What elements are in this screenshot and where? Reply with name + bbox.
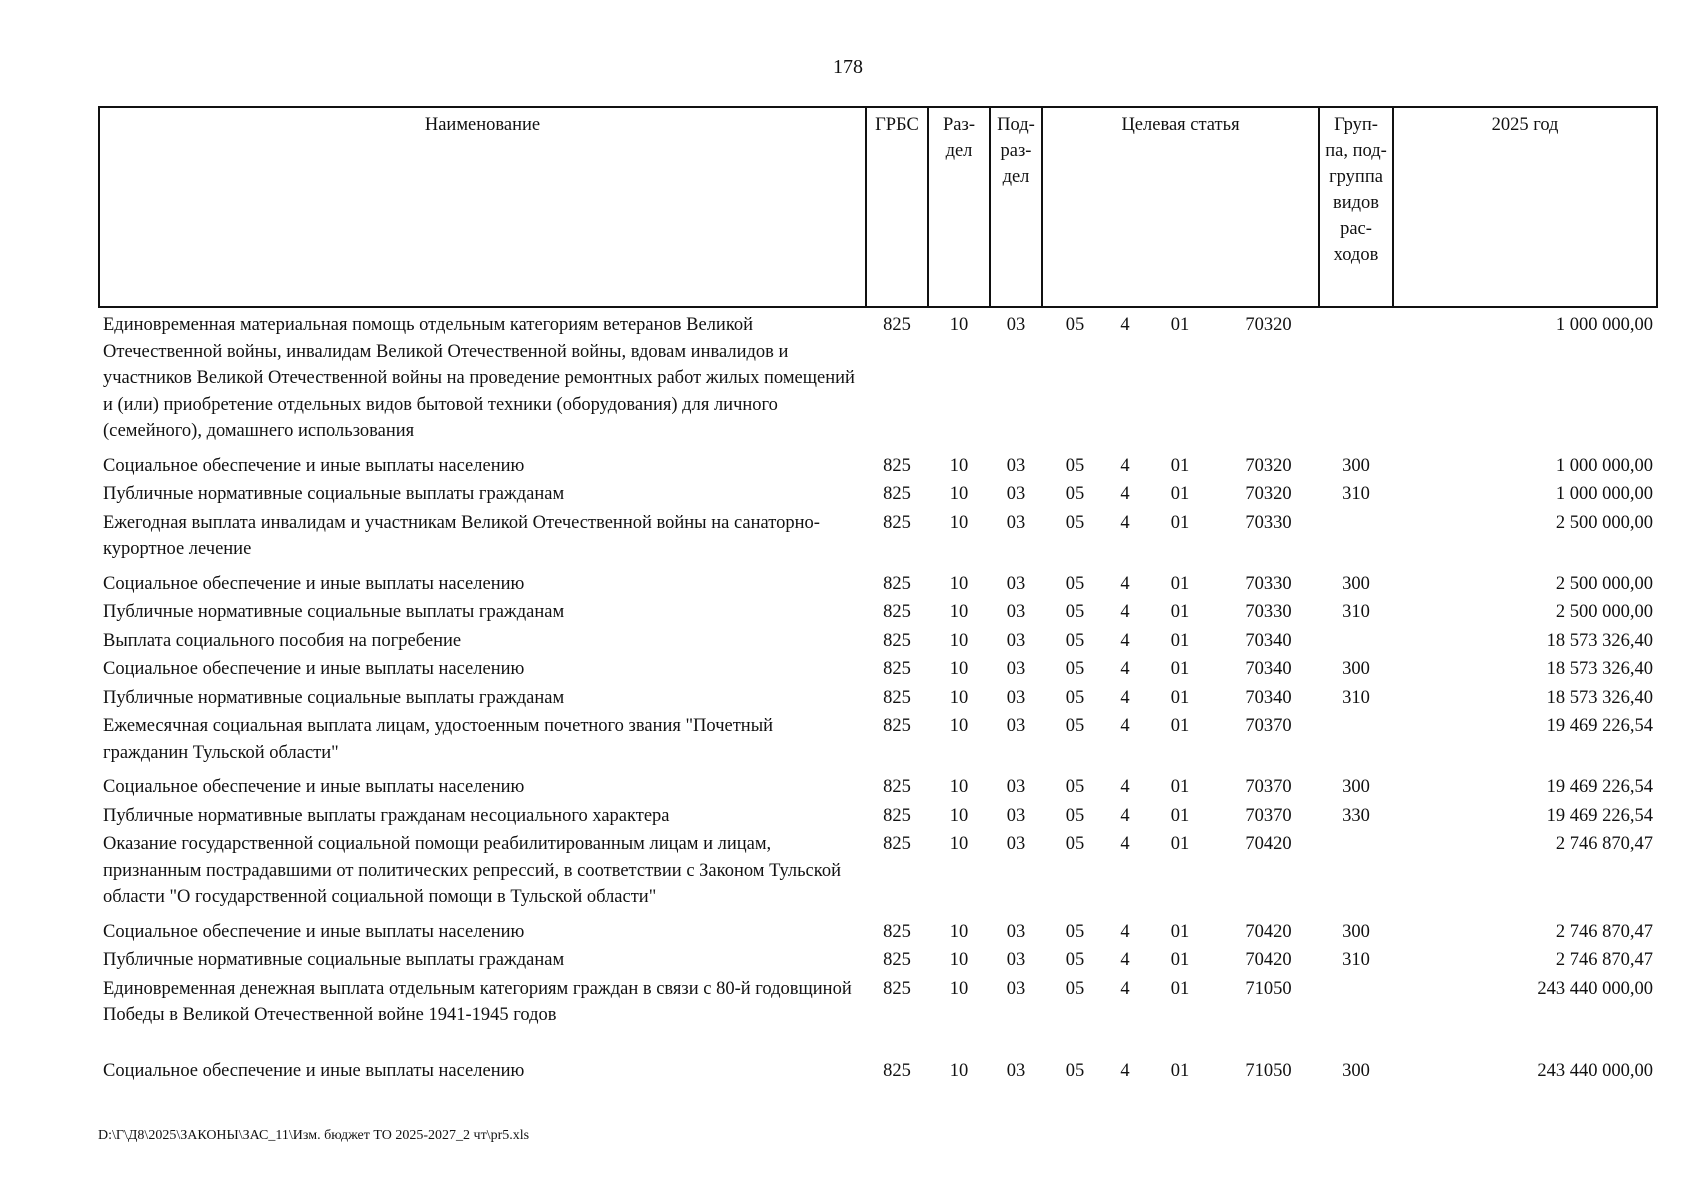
row-expense-group <box>1319 307 1393 446</box>
row-podrazdel: 03 <box>1006 777 1026 797</box>
row-grbs: 825 <box>883 978 911 999</box>
row-target-direction: 70420 <box>1245 950 1292 970</box>
row-target-type: 4 <box>1120 921 1130 942</box>
row-amount-2025: 1 000 000,00 <box>1555 455 1654 476</box>
row-expense-group: 310 <box>1342 484 1370 504</box>
row-target-direction: 70340 <box>1245 630 1292 651</box>
row-amount-2025: 2 746 870,47 <box>1555 950 1654 970</box>
row-target-direction: 70420 <box>1245 834 1292 854</box>
row-grbs: 825 <box>883 573 911 594</box>
header-group: Груп- па, под- группа видов рас- ходов <box>1319 107 1393 307</box>
row-name: Социальное обеспечение и иные выплаты населению <box>103 455 525 476</box>
row-amount-2025: 18 573 326,40 <box>1546 630 1654 651</box>
row-expense-group: 310 <box>1342 950 1370 970</box>
row-target-structural: 01 <box>1170 805 1190 826</box>
row-razdel: 10 <box>949 484 969 504</box>
row-name: Социальное обеспечение и иные выплаты населению <box>103 1060 525 1081</box>
row-target-program: 05 <box>1065 834 1085 854</box>
row-target-program: 05 <box>1065 777 1085 797</box>
row-razdel: 10 <box>949 512 969 533</box>
row-target-program: 05 <box>1065 512 1085 533</box>
row-target-direction: 71050 <box>1245 978 1292 999</box>
row-target-type: 4 <box>1120 805 1130 826</box>
row-expense-group: 300 <box>1342 921 1370 942</box>
row-amount-2025: 2 746 870,47 <box>1555 921 1654 942</box>
row-expense-group: 300 <box>1342 455 1370 476</box>
row-target-type: 4 <box>1120 834 1130 854</box>
row-podrazdel: 03 <box>1006 1060 1026 1081</box>
row-name: Ежегодная выплата инвалидам и участникам Великой Отечественной войны на санаторно-курортное лечение <box>103 512 820 559</box>
header-year: 2025 год <box>1393 107 1657 307</box>
row-podrazdel: 03 <box>1006 630 1026 651</box>
row-podrazdel: 03 <box>1006 978 1026 999</box>
row-target-type: 4 <box>1120 484 1130 504</box>
table-row <box>99 975 1657 1030</box>
row-razdel: 10 <box>949 805 969 826</box>
table-row <box>99 480 1657 509</box>
table-row <box>99 655 1657 684</box>
page-number: 178 <box>833 56 863 78</box>
row-target-structural: 01 <box>1170 950 1190 970</box>
row-target-direction: 70340 <box>1245 659 1292 679</box>
row-expense-group <box>1319 712 1393 767</box>
row-podrazdel: 03 <box>1006 950 1026 970</box>
row-target-program: 05 <box>1065 659 1085 679</box>
row-podrazdel: 03 <box>1006 659 1026 679</box>
table-row <box>99 802 1657 831</box>
row-name: Социальное обеспечение и иные выплаты населению <box>103 573 525 594</box>
row-razdel: 10 <box>949 1060 969 1081</box>
row-razdel: 10 <box>949 950 969 970</box>
row-razdel: 10 <box>949 455 969 476</box>
row-target-direction: 70330 <box>1245 512 1292 533</box>
row-target-program: 05 <box>1065 978 1085 999</box>
row-grbs: 825 <box>883 687 911 708</box>
row-target-type: 4 <box>1120 602 1130 622</box>
row-expense-group: 300 <box>1342 777 1370 797</box>
row-name: Социальное обеспечение и иные выплаты населению <box>103 777 525 797</box>
row-target-direction: 71050 <box>1245 1060 1292 1081</box>
row-razdel: 10 <box>949 777 969 797</box>
footer-file-path: D:\Г\Д8\2025\ЗАКОНЫ\ЗАС_11\Изм. бюджет ТО 2025-2027_2 чт\pr5.xls <box>98 1128 530 1143</box>
row-name: Публичные нормативные социальные выплаты гражданам <box>103 484 565 504</box>
table-row <box>99 598 1657 627</box>
row-target-type: 4 <box>1120 512 1130 533</box>
row-expense-group: 300 <box>1342 659 1370 679</box>
row-target-direction: 70370 <box>1245 777 1292 797</box>
row-target-type: 4 <box>1120 455 1130 476</box>
row-target-type: 4 <box>1120 950 1130 970</box>
row-razdel: 10 <box>949 630 969 651</box>
row-grbs: 825 <box>883 950 911 970</box>
table-row <box>99 830 1657 912</box>
row-amount-2025: 19 469 226,54 <box>1546 777 1654 797</box>
header-podrazdel: Под- раз- дел <box>990 107 1042 307</box>
row-target-structural: 01 <box>1170 716 1190 736</box>
row-razdel: 10 <box>949 921 969 942</box>
header-grbs: ГРБС <box>866 107 928 307</box>
row-amount-2025: 2 746 870,47 <box>1555 834 1654 854</box>
row-name: Единовременная денежная выплата отдельным категориям граждан в связи с 80-й годовщиной Победы в Великой Отечественной войне 1941-1945 годов <box>103 978 852 1025</box>
row-name: Публичные нормативные социальные выплаты гражданам <box>103 950 565 970</box>
header-target: Целевая статья <box>1042 107 1319 307</box>
row-podrazdel: 03 <box>1006 512 1026 533</box>
table-row <box>99 684 1657 713</box>
row-podrazdel: 03 <box>1006 921 1026 942</box>
row-target-program: 05 <box>1065 687 1085 708</box>
table-row <box>99 912 1657 947</box>
row-name: Единовременная материальная помощь отдельным категориям ветеранов Великой Отечественной войны, инвалидам Великой Отечественной войны, вдовам инвалидов и участников Великой Отечественной войны на проведение ремонтных работ жилых помещений и (или) приобретение отдельных видов бытовой техники (оборудования) для личного (семейного), домашнего использования <box>103 315 855 441</box>
row-razdel: 10 <box>949 834 969 854</box>
row-name: Выплата социального пособия на погребение <box>103 630 462 651</box>
row-target-program: 05 <box>1065 455 1085 476</box>
row-target-direction: 70330 <box>1245 602 1292 622</box>
row-target-program: 05 <box>1065 630 1085 651</box>
row-amount-2025: 2 500 000,00 <box>1555 573 1654 594</box>
row-name: Ежемесячная социальная выплата лицам, удостоенным почетного звания "Почетный гражданин Тульской области" <box>103 716 774 763</box>
row-podrazdel: 03 <box>1006 315 1026 335</box>
header-razdel: Раз- дел <box>928 107 990 307</box>
row-grbs: 825 <box>883 630 911 651</box>
row-target-type: 4 <box>1120 777 1130 797</box>
row-target-structural: 01 <box>1170 630 1190 651</box>
row-target-program: 05 <box>1065 1060 1085 1081</box>
table-body <box>99 307 1657 1085</box>
row-grbs: 825 <box>883 455 911 476</box>
row-target-structural: 01 <box>1170 484 1190 504</box>
row-expense-group: 300 <box>1342 573 1370 594</box>
row-grbs: 825 <box>883 805 911 826</box>
row-grbs: 825 <box>883 1060 911 1081</box>
row-grbs: 825 <box>883 315 911 335</box>
row-razdel: 10 <box>949 573 969 594</box>
row-expense-group <box>1319 975 1393 1030</box>
row-target-program: 05 <box>1065 573 1085 594</box>
table-row <box>99 712 1657 767</box>
table-row <box>99 1030 1657 1086</box>
row-target-program: 05 <box>1065 602 1085 622</box>
row-amount-2025: 1 000 000,00 <box>1555 315 1654 335</box>
row-expense-group: 330 <box>1342 805 1370 826</box>
row-amount-2025: 1 000 000,00 <box>1555 484 1654 504</box>
row-name: Публичные нормативные социальные выплаты гражданам <box>103 687 565 708</box>
row-razdel: 10 <box>949 687 969 708</box>
row-grbs: 825 <box>883 512 911 533</box>
row-grbs: 825 <box>883 484 911 504</box>
row-target-structural: 01 <box>1170 687 1190 708</box>
row-amount-2025: 19 469 226,54 <box>1546 805 1654 826</box>
row-target-program: 05 <box>1065 950 1085 970</box>
table-row <box>99 446 1657 481</box>
row-expense-group: 310 <box>1342 687 1370 708</box>
row-target-structural: 01 <box>1170 1060 1190 1081</box>
row-target-type: 4 <box>1120 978 1130 999</box>
row-razdel: 10 <box>949 315 969 335</box>
row-target-structural: 01 <box>1170 921 1190 942</box>
row-target-direction: 70370 <box>1245 716 1292 736</box>
table-header-row <box>99 107 1657 307</box>
row-podrazdel: 03 <box>1006 805 1026 826</box>
row-target-type: 4 <box>1120 716 1130 736</box>
row-target-direction: 70320 <box>1245 315 1292 335</box>
row-amount-2025: 2 500 000,00 <box>1555 512 1654 533</box>
row-expense-group <box>1319 830 1393 912</box>
table-row <box>99 509 1657 564</box>
row-podrazdel: 03 <box>1006 834 1026 854</box>
row-expense-group <box>1319 627 1393 656</box>
row-expense-group <box>1319 509 1393 564</box>
row-target-structural: 01 <box>1170 777 1190 797</box>
row-amount-2025: 18 573 326,40 <box>1546 659 1654 679</box>
row-amount-2025: 19 469 226,54 <box>1546 716 1654 736</box>
row-name: Социальное обеспечение и иные выплаты населению <box>103 659 525 679</box>
row-target-structural: 01 <box>1170 512 1190 533</box>
row-target-type: 4 <box>1120 659 1130 679</box>
row-target-direction: 70340 <box>1245 687 1292 708</box>
row-target-direction: 70370 <box>1245 805 1292 826</box>
row-grbs: 825 <box>883 716 911 736</box>
row-target-direction: 70320 <box>1245 484 1292 504</box>
row-target-type: 4 <box>1120 573 1130 594</box>
row-podrazdel: 03 <box>1006 602 1026 622</box>
row-grbs: 825 <box>883 777 911 797</box>
row-name: Публичные нормативные социальные выплаты гражданам <box>103 602 565 622</box>
row-target-program: 05 <box>1065 716 1085 736</box>
row-target-program: 05 <box>1065 484 1085 504</box>
row-target-direction: 70330 <box>1245 573 1292 594</box>
row-podrazdel: 03 <box>1006 716 1026 736</box>
row-grbs: 825 <box>883 659 911 679</box>
budget-table <box>98 106 1658 1085</box>
table-row <box>99 627 1657 656</box>
row-podrazdel: 03 <box>1006 687 1026 708</box>
table-row <box>99 307 1657 446</box>
row-podrazdel: 03 <box>1006 573 1026 594</box>
row-target-direction: 70420 <box>1245 921 1292 942</box>
row-target-type: 4 <box>1120 1060 1130 1081</box>
row-razdel: 10 <box>949 659 969 679</box>
row-target-structural: 01 <box>1170 978 1190 999</box>
row-target-structural: 01 <box>1170 455 1190 476</box>
row-target-type: 4 <box>1120 630 1130 651</box>
row-expense-group: 310 <box>1342 602 1370 622</box>
row-name: Оказание государственной социальной помощи реабилитированным лицам и лицам, признанным пострадавшими от политических репрессий, в соответствии с Законом Тульской области "О государственной социальной помощи в Тульской области" <box>103 834 841 907</box>
row-target-program: 05 <box>1065 805 1085 826</box>
table-row <box>99 564 1657 599</box>
row-podrazdel: 03 <box>1006 484 1026 504</box>
row-target-type: 4 <box>1120 687 1130 708</box>
row-target-structural: 01 <box>1170 659 1190 679</box>
row-amount-2025: 2 500 000,00 <box>1555 602 1654 622</box>
row-grbs: 825 <box>883 834 911 854</box>
header-name: Наименование <box>99 107 866 307</box>
row-target-type: 4 <box>1120 315 1130 335</box>
table-row <box>99 946 1657 975</box>
row-razdel: 10 <box>949 978 969 999</box>
row-razdel: 10 <box>949 716 969 736</box>
row-target-structural: 01 <box>1170 602 1190 622</box>
table-row <box>99 767 1657 802</box>
row-target-program: 05 <box>1065 315 1085 335</box>
row-target-structural: 01 <box>1170 315 1190 335</box>
row-target-structural: 01 <box>1170 573 1190 594</box>
row-target-structural: 01 <box>1170 834 1190 854</box>
row-amount-2025: 243 440 000,00 <box>1537 1060 1654 1081</box>
row-target-program: 05 <box>1065 921 1085 942</box>
row-amount-2025: 243 440 000,00 <box>1537 978 1654 999</box>
row-grbs: 825 <box>883 602 911 622</box>
row-amount-2025: 18 573 326,40 <box>1546 687 1654 708</box>
row-podrazdel: 03 <box>1006 455 1026 476</box>
row-grbs: 825 <box>883 921 911 942</box>
row-name: Социальное обеспечение и иные выплаты населению <box>103 921 525 942</box>
row-razdel: 10 <box>949 602 969 622</box>
row-name: Публичные нормативные выплаты гражданам несоциального характера <box>103 805 670 826</box>
row-expense-group: 300 <box>1342 1060 1370 1081</box>
row-target-direction: 70320 <box>1245 455 1292 476</box>
